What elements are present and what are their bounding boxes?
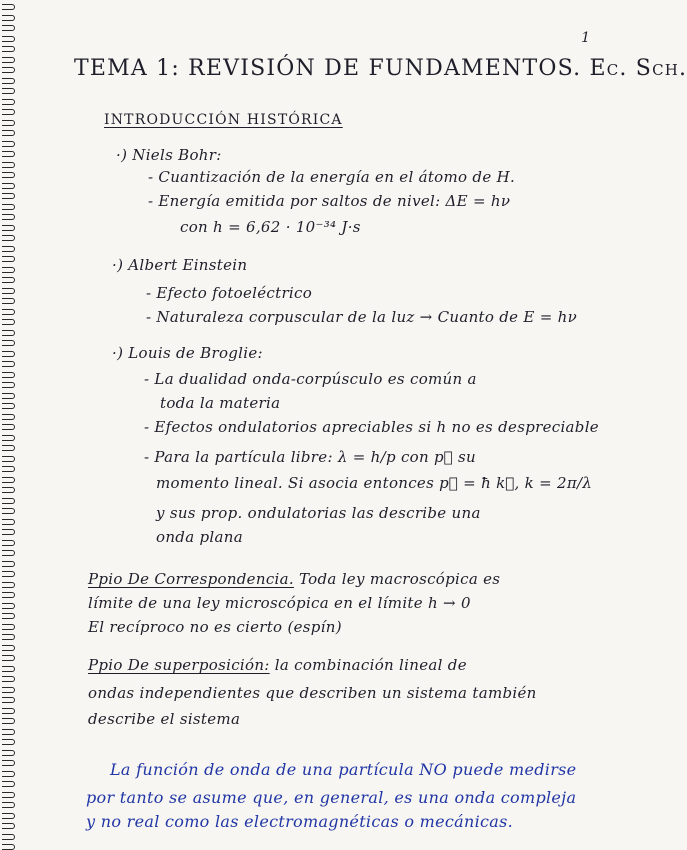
spiral-ring: [2, 193, 15, 199]
spiral-ring: [2, 141, 15, 147]
spiral-ring: [2, 256, 15, 262]
spiral-ring: [2, 109, 15, 115]
superposition-text-3: describe el sistema: [88, 710, 241, 728]
broglie-bullet-2: - Efectos ondulatorios apreciables si h no es despreciable: [144, 418, 599, 436]
spiral-ring: [2, 435, 15, 441]
spiral-ring: [2, 487, 15, 493]
spiral-ring: [2, 204, 15, 210]
spiral-ring: [2, 519, 15, 525]
superposition-text-1: la combinación lineal de: [274, 656, 467, 674]
spiral-ring: [2, 802, 15, 808]
correspondence-text-1: Toda ley macroscópica es: [299, 570, 501, 588]
spiral-ring: [2, 277, 15, 283]
broglie-bullet-3a: - Para la partícula libre: λ = h/p con p⃗ su: [144, 448, 476, 466]
spiral-ring: [2, 687, 15, 693]
spiral-ring: [2, 120, 15, 126]
spiral-ring: [2, 25, 15, 31]
spiral-binding: [0, 0, 18, 848]
spiral-ring: [2, 340, 15, 346]
spiral-ring: [2, 466, 15, 472]
spiral-ring: [2, 4, 15, 10]
spiral-ring: [2, 99, 15, 105]
spiral-ring: [2, 550, 15, 556]
spiral-ring: [2, 382, 15, 388]
spiral-ring: [2, 393, 15, 399]
spiral-ring: [2, 330, 15, 336]
spiral-ring: [2, 288, 15, 294]
superposition-text-2: ondas independientes que describen un sistema también: [88, 684, 537, 702]
spiral-ring: [2, 78, 15, 84]
einstein-bullet-2: - Naturaleza corpuscular de la luz → Cuanto de E = hν: [146, 308, 578, 326]
spiral-ring: [2, 15, 15, 21]
correspondence-text-2: límite de una ley microscópica en el límite h → 0: [88, 594, 471, 612]
spiral-ring: [2, 844, 15, 850]
page-number: 1: [581, 30, 590, 46]
spiral-ring: [2, 67, 15, 73]
spiral-ring: [2, 624, 15, 630]
spiral-ring: [2, 771, 15, 777]
spiral-ring: [2, 235, 15, 241]
superposition-principle: [88, 656, 467, 674]
spiral-ring: [2, 372, 15, 378]
spiral-ring: [2, 162, 15, 168]
spiral-ring: [2, 498, 15, 504]
spiral-ring: [2, 361, 15, 367]
spiral-ring: [2, 561, 15, 567]
spiral-ring: [2, 645, 15, 651]
spiral-ring: [2, 834, 15, 840]
bohr-bullet-1: - Cuantización de la energía en el átomo de H.: [148, 168, 516, 186]
spiral-ring: [2, 571, 15, 577]
bohr-constant: con h = 6,62 · 10⁻³⁴ J·s: [180, 218, 361, 236]
spiral-ring: [2, 267, 15, 273]
spiral-ring: [2, 813, 15, 819]
note-line-1: La función de onda de una partícula NO puede medirse: [110, 760, 577, 779]
spiral-ring: [2, 172, 15, 178]
spiral-ring: [2, 319, 15, 325]
spiral-ring: [2, 613, 15, 619]
spiral-ring: [2, 634, 15, 640]
spiral-ring: [2, 582, 15, 588]
spiral-ring: [2, 529, 15, 535]
spiral-ring: [2, 130, 15, 136]
spiral-ring: [2, 57, 15, 63]
page-title: TEMA 1: REVISIÓN DE FUNDAMENTOS. Ec. Sch.: [74, 56, 687, 81]
superposition-label: Ppio De superposición:: [88, 656, 270, 674]
broglie-bullet-1b: toda la materia: [160, 394, 281, 412]
correspondence-text-3: El recíproco no es cierto (espín): [88, 618, 342, 636]
spiral-ring: [2, 508, 15, 514]
spiral-ring: [2, 456, 15, 462]
spiral-ring: [2, 750, 15, 756]
spiral-ring: [2, 729, 15, 735]
spiral-ring: [2, 298, 15, 304]
spiral-ring: [2, 676, 15, 682]
spiral-ring: [2, 351, 15, 357]
spiral-ring: [2, 708, 15, 714]
spiral-ring: [2, 477, 15, 483]
spiral-ring: [2, 540, 15, 546]
broglie-bullet-1a: - La dualidad onda-corpúsculo es común a: [144, 370, 477, 388]
note-line-3: y no real como las electromagnéticas o mecánicas.: [86, 812, 514, 831]
broglie-name: ·) Louis de Broglie:: [112, 344, 263, 362]
spiral-ring: [2, 414, 15, 420]
spiral-ring: [2, 792, 15, 798]
spiral-ring: [2, 697, 15, 703]
spiral-ring: [2, 151, 15, 157]
section-heading: INTRODUCCIÓN HISTÓRICA: [104, 112, 343, 128]
spiral-ring: [2, 739, 15, 745]
einstein-name: ·) Albert Einstein: [112, 256, 248, 274]
spiral-ring: [2, 603, 15, 609]
spiral-ring: [2, 424, 15, 430]
spiral-ring: [2, 760, 15, 766]
bohr-name: ·) Niels Bohr:: [116, 146, 222, 164]
broglie-bullet-3b: momento lineal. Si asocia entonces p⃗ = ħ k⃗, k = 2π/λ: [156, 474, 593, 492]
broglie-bullet-3d: onda plana: [156, 528, 243, 546]
correspondence-label: Ppio De Correspondencia.: [88, 570, 294, 588]
spiral-ring: [2, 592, 15, 598]
spiral-ring: [2, 823, 15, 829]
einstein-bullet-1: - Efecto fotoeléctrico: [146, 284, 313, 302]
spiral-ring: [2, 781, 15, 787]
spiral-ring: [2, 718, 15, 724]
correspondence-principle: [88, 570, 500, 588]
spiral-ring: [2, 88, 15, 94]
spiral-ring: [2, 183, 15, 189]
spiral-ring: [2, 666, 15, 672]
spiral-ring: [2, 403, 15, 409]
spiral-ring: [2, 46, 15, 52]
broglie-bullet-3c: y sus prop. ondulatorias las describe una: [156, 504, 481, 522]
note-line-2: por tanto se asume que, en general, es una onda compleja: [86, 788, 577, 807]
spiral-ring: [2, 445, 15, 451]
spiral-ring: [2, 225, 15, 231]
spiral-ring: [2, 655, 15, 661]
spiral-ring: [2, 36, 15, 42]
spiral-ring: [2, 246, 15, 252]
spiral-ring: [2, 214, 15, 220]
bohr-bullet-2: - Energía emitida por saltos de nivel: ΔE = hν: [148, 192, 511, 210]
spiral-ring: [2, 309, 15, 315]
